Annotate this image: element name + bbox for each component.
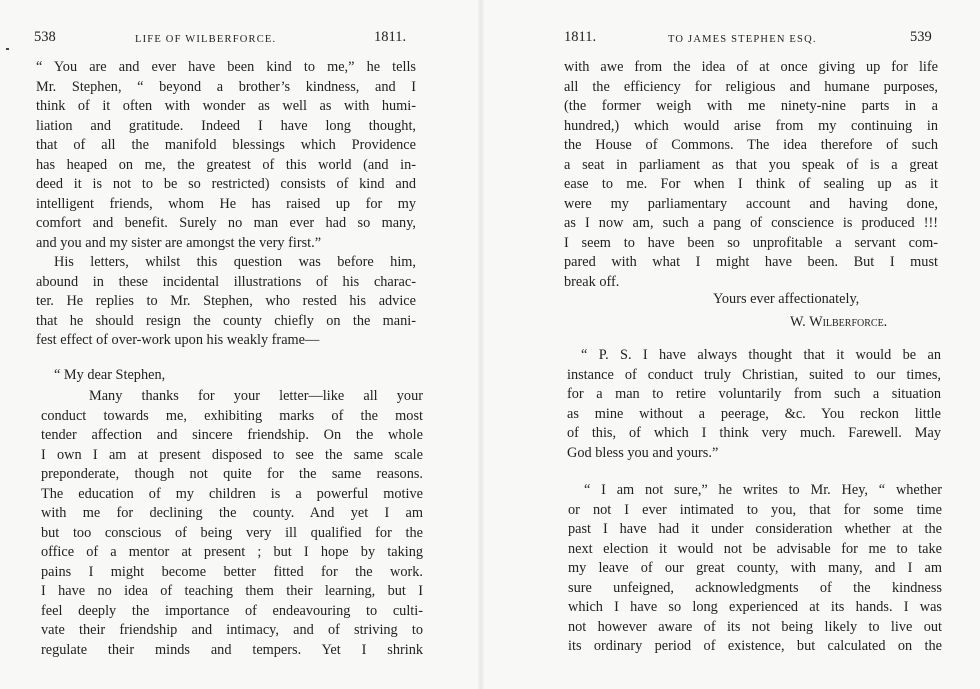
left-running-year: 1811. — [374, 29, 407, 45]
text-line: that he should resign the county chiefly on the mani- — [36, 312, 416, 329]
right-running-year: 1811. — [564, 29, 597, 45]
text-line: “ You are and ever have been kind to me,” he tells — [36, 59, 416, 75]
text-line: the House of Commons. The idea therefore of such — [564, 137, 938, 153]
text-line: break off. — [564, 273, 620, 290]
text-line: a seat in parliament as that you speak of is a great — [564, 156, 938, 173]
left-body-block2 — [41, 387, 423, 660]
text-line: preponderate, though not quite for the same reasons. — [41, 466, 423, 482]
right-body-block3 — [568, 481, 942, 657]
text-line: Mr. Stephen, “ beyond a brother’s kindness, and I — [36, 78, 416, 95]
left-page-number: 538 — [34, 29, 56, 45]
text-line: comfort and benefit. Surely no man ever had so many, — [36, 215, 416, 231]
text-line: conduct towards me, exhibiting marks of the most — [41, 407, 423, 424]
text-line: my leave of our great county, with many, and I am — [568, 560, 942, 576]
text-line: all the efficiency for religious and humane purposes, — [564, 78, 938, 95]
text-line: that of all the manifold blessings which Providence — [36, 137, 416, 153]
text-line: office of a mentor at present ; but I hope by taking — [41, 544, 423, 560]
text-line: pains I might become better fitted for the work. — [41, 563, 423, 580]
text-line: His letters, whilst this question was before him, — [54, 254, 416, 270]
text-line: instance of conduct truly Christian, suited to our times, — [567, 366, 941, 383]
text-line: with awe from the idea of at once giving up for life — [564, 59, 938, 75]
text-line: its ordinary period of existence, but calculated on the — [568, 638, 942, 654]
text-line: has heaped on me, the greatest of this world (and in- — [36, 156, 416, 173]
text-line: past I have had it under consideration whether at the — [568, 521, 942, 537]
text-line: I seem to have been so unprofitable a servant com- — [564, 234, 938, 251]
text-line: with me for declining the county. And yet I am — [41, 505, 423, 521]
right-running-title: TO JAMES STEPHEN ESQ. — [668, 34, 817, 45]
right-page-number: 539 — [910, 29, 932, 45]
text-line: ease to me. For when I think of sealing up as it — [564, 176, 938, 192]
text-line: for a man to retire voluntarily from such a situation — [567, 386, 941, 402]
text-line: “ P. S. I have always thought that it would be an — [581, 347, 941, 363]
closing-block — [713, 290, 859, 310]
text-line: fest effect of over-work upon his weakly frame— — [36, 332, 320, 348]
text-line: and you and my sister are amongst the very first.” — [36, 234, 322, 251]
text-line: (the former weigh with me ninety-nine parts in a — [564, 98, 938, 114]
text-line: as mine without a peerage, &c. You reckon little — [567, 405, 941, 422]
text-line: but too conscious of being very ill qualified for the — [41, 524, 423, 541]
text-line: tender affection and sincere friendship. On the whole — [41, 427, 423, 443]
text-line: feel deeply the importance of endeavouring to culti- — [41, 602, 423, 619]
signature-block — [790, 313, 887, 333]
left-page — [0, 0, 470, 689]
left-salutation-block — [54, 366, 416, 386]
right-body-block2 — [567, 346, 941, 463]
signature: W. Wilberforce. — [790, 314, 888, 330]
text-line: regulate their minds and tempers. Yet I shrink — [41, 641, 423, 658]
text-line: sure unfeigned, acknowledgments of the kindness — [568, 579, 942, 596]
text-line: vate their friendship and intimacy, and of striving to — [41, 622, 423, 638]
text-line: ter. He replies to Mr. Stephen, who rested his advice — [36, 293, 416, 309]
text-line: I own I am at present disposed to see the same scale — [41, 446, 423, 463]
closing: Yours ever affectionately, — [713, 291, 860, 307]
text-line: The education of my children is a powerful motive — [41, 485, 423, 502]
text-line: as I now am, such a pang of conscience is produced !!! — [564, 215, 938, 231]
left-running-title: LIFE OF WILBERFORCE. — [135, 34, 277, 45]
text-line: or not I ever intimated to you, that for some time — [568, 501, 942, 518]
text-line: abound in these incidental illustrations of his charac- — [36, 273, 416, 290]
text-line: were my parliamentary account and having done, — [564, 195, 938, 212]
text-line: God bless you and yours.” — [567, 444, 719, 461]
text-line: pared with what I might have been. But I must — [564, 254, 938, 270]
text-line: intelligent friends, whom He has raised up for my — [36, 195, 416, 212]
text-line: deed it is not to be so restricted) consists of kind and — [36, 176, 416, 192]
text-line: not however aware of its not being likely to live out — [568, 618, 942, 635]
text-line: liation and gratitude. Indeed I have long thought, — [36, 117, 416, 134]
text-line: think of it often with wonder as well as with humi- — [36, 98, 416, 114]
right-body-block1 — [564, 58, 938, 292]
text-line: next election it would not be advisable for me to take — [568, 540, 942, 557]
salutation: “ My dear Stephen, — [54, 367, 166, 383]
text-line: “ I am not sure,” he writes to Mr. Hey, “ whether — [584, 482, 942, 498]
text-line: of this, of which I think very much. Farewell. May — [567, 425, 941, 441]
left-body-block1 — [36, 58, 416, 351]
book-gutter — [478, 0, 484, 689]
text-line: hundred,) which would arise from my continuing in — [564, 117, 938, 134]
text-line: I have no idea of teaching them their learning, but I — [41, 583, 423, 599]
right-page — [490, 0, 980, 689]
text-line: which I have so long experienced at its hands. I was — [568, 599, 942, 615]
text-line: Many thanks for your letter—like all your — [89, 388, 423, 404]
